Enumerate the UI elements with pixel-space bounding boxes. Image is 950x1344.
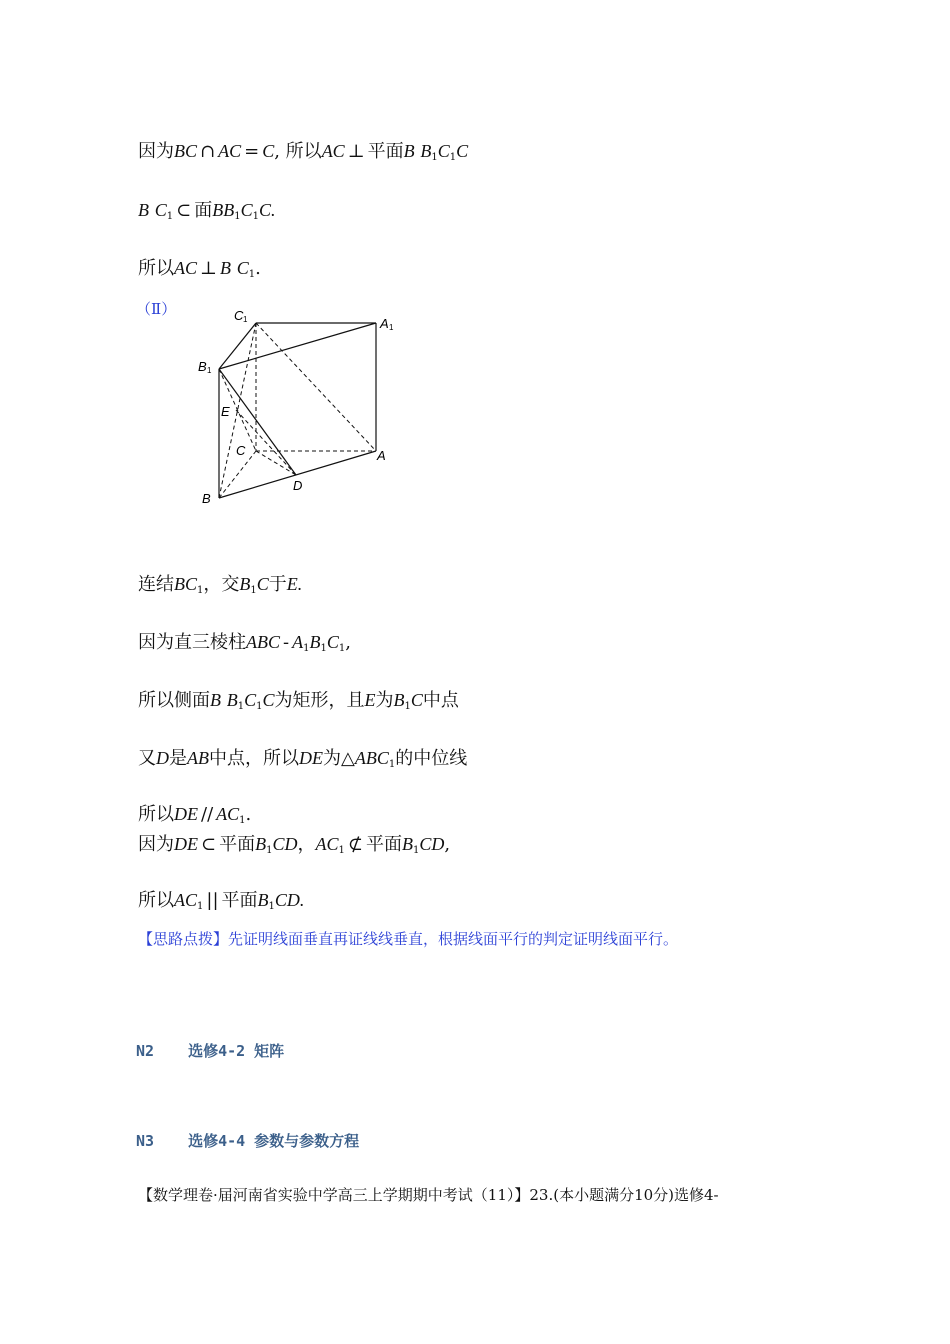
part-2-label: （Ⅱ） [136,300,177,318]
subset-symbol: ⊂ [176,200,192,221]
edge-b1-a1 [219,323,376,369]
subscript: 1 [338,845,345,856]
math: C [262,690,275,710]
text: 是 [169,748,187,769]
subscript: 1 [303,643,310,654]
section-title: 选修4-4 参数与参数方程 [188,1132,360,1150]
math: B [309,632,321,652]
math: CD [419,834,445,854]
math: DE [174,804,198,824]
proof-line-4 [138,570,302,596]
label-c1-sub: 1 [243,315,248,324]
subscript: 1 [166,211,174,222]
text: 平面 [221,890,258,911]
edge-b1-c1 [219,323,256,369]
subscript: 1 [252,211,259,222]
text: , 所以 [274,141,322,162]
subscript: 1 [248,269,256,280]
edge-b1-d [219,369,296,475]
text: 所以 [138,890,174,911]
text: 为 [323,748,341,769]
math: D [156,748,169,768]
text: 平面 [219,834,256,855]
subscript: 1 [431,152,438,163]
subscript: 1 [250,585,257,596]
edge-c1-a [256,323,376,451]
section-heading-n3 [136,1130,359,1151]
text: 为 [375,690,394,711]
parallel-symbol: || [206,890,219,911]
subscript: 1 [320,643,327,654]
math: CD [272,834,298,854]
section-code: N3 [136,1132,155,1150]
subscript: 1 [237,701,245,712]
math: AC [321,141,345,161]
section-code: N2 [136,1042,155,1060]
math: B [420,141,432,161]
prism-figure [190,300,410,515]
math: C [456,141,469,161]
math: B [226,690,238,710]
subscript: 1 [404,701,411,712]
text: 因为 [138,141,174,162]
subscript: 1 [197,585,204,596]
math: BB [212,200,235,220]
math: C. [258,200,276,220]
subscript: 1 [256,701,263,712]
text: 中点 [422,690,459,711]
math: A [292,632,304,652]
text: 面 [194,200,213,221]
section-title: 选修4-2 矩阵 [188,1042,285,1060]
proof-line-1 [138,137,468,163]
math: DE [299,748,323,768]
proof-line-9 [138,830,450,856]
label-d: D [293,478,303,493]
edge-b-c [219,451,256,498]
proof-line-3 [138,254,261,280]
proof-line-5 [138,628,351,654]
dash-symbol: - [283,632,290,653]
text: 为矩形，且 [274,690,365,711]
math: C [154,200,167,220]
math: B [401,834,413,854]
subscript: 1 [338,643,346,654]
text: 连结 [138,574,174,595]
subscript: 1 [234,211,241,222]
text: 平面 [367,141,404,162]
intersect-symbol: ∩ [200,141,216,162]
math: B [393,690,405,710]
math: CD. [274,890,305,910]
label-e: E [221,404,230,419]
proof-line-10 [138,886,304,912]
text: 所以侧面 [138,690,210,711]
math: B [257,890,269,910]
math: E. [286,574,303,594]
equals-symbol: = [244,141,260,162]
math: C [236,258,249,278]
parallel-symbol: // [201,804,214,825]
subscript: 1 [239,815,246,826]
proof-line-6 [138,686,459,712]
label-c1: C [234,308,244,323]
math: B [255,834,267,854]
math: C [326,632,339,652]
perp-symbol: ⊥ [347,141,365,162]
label-b1-sub: 1 [207,366,212,375]
subscript: 1 [412,845,420,856]
math: DE [174,834,198,854]
math: C [262,141,275,161]
math: C [256,574,269,594]
subscript: 1 [268,901,275,912]
solution-hint: 【思路点拨】先证明线面垂直再证线线垂直，根据线面平行的判定证明线面平行。 [138,930,679,948]
text: 又 [138,748,156,769]
subscript: 1 [266,845,273,856]
math: C [240,200,253,220]
subscript: 1 [388,759,396,770]
text: , [444,834,451,855]
label-b: B [202,491,211,506]
text: . [255,258,261,279]
math: C [410,690,423,710]
proof-line-8 [138,800,251,826]
text: 的中位线 [395,748,468,769]
text: 所以 [138,258,174,279]
text: ，交 [203,574,240,595]
math: AC [174,890,198,910]
text: 平面 [365,834,402,855]
subscript: 1 [197,901,204,912]
math: BC [174,574,198,594]
subset-symbol: ⊂ [201,834,217,855]
perp-symbol: ⊥ [200,258,217,279]
math: B [138,200,149,220]
math: E [364,690,376,710]
math: AC [174,258,198,278]
math: B [210,690,221,710]
math: ABC [246,632,280,652]
proof-line-7 [138,744,467,770]
math: AB [187,748,209,768]
not-subset-symbol: ⊄ [347,834,363,855]
text: 所以 [138,804,174,825]
text: 中点，所以 [209,748,299,769]
math: AC [216,804,240,824]
math: BC [174,141,198,161]
math: C [244,690,257,710]
math: AC [315,834,339,854]
label-c: C [236,443,246,458]
math: B [239,574,251,594]
proof-line-2 [138,196,276,222]
text: . [245,804,252,825]
math: AC [218,141,242,161]
text: 因为直三棱柱 [138,632,246,653]
label-a: A [377,448,386,463]
math: C [437,141,450,161]
section-heading-n2 [136,1040,284,1061]
math: △ABC [341,748,389,768]
label-a1-sub: 1 [389,323,394,332]
subscript: 1 [449,152,457,163]
label-b1: B [198,359,207,374]
edge-c-d [256,451,296,475]
label-a1: A [380,316,389,331]
problem-source: 【数学理卷·届河南省实验中学高三上学期期中考试（11）】23.(本小题满分10分)选修4- [138,1186,719,1204]
text: ， [297,834,316,855]
math: B [219,258,231,278]
math: B [403,141,415,161]
text: 于 [268,574,287,595]
text: , [345,632,351,653]
text: 因为 [138,834,174,855]
